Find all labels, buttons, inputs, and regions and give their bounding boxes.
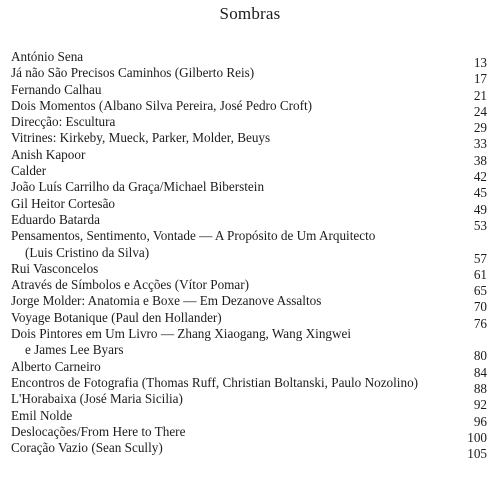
toc-entry [11, 277, 487, 299]
toc-page-number: 17 [473, 71, 487, 87]
toc-entry-title: Dois Pintores em Um Livro — Zhang Xiaogang, Wang Xingwei [11, 326, 352, 342]
toc-entry-title: Emil Nolde [11, 407, 73, 423]
toc-page-number: 53 [473, 217, 487, 233]
toc-page-number: 49 [473, 201, 487, 217]
toc-entry [11, 195, 487, 217]
toc-entry [11, 146, 487, 168]
toc-page-number: 100 [467, 429, 487, 445]
toc-page-number: 76 [473, 315, 487, 331]
toc-entry [11, 49, 487, 70]
toc-page-number: 84 [473, 364, 487, 380]
toc-page-number: 33 [473, 136, 487, 152]
toc-page-number: 105 [467, 446, 487, 462]
toc-entry-title: António Sena [11, 49, 84, 64]
toc-entry-title: Dois Momentos (Albano Silva Pereira, José Pedro Croft) [11, 97, 313, 113]
toc-entry-title: Rui Vasconcelos [11, 260, 99, 276]
toc-entry-title: Coração Vazio (Sean Scully) [11, 440, 163, 456]
toc-entry [11, 293, 487, 315]
toc-entry [11, 163, 487, 185]
toc-page-number: 80 [473, 348, 487, 364]
toc-entry [11, 358, 487, 380]
toc-entry-title: Jorge Molder: Anatomia e Boxe — Em Dezanove Assaltos [11, 293, 322, 309]
toc-entry [11, 228, 487, 266]
toc-page-number: 38 [473, 152, 487, 168]
toc-entry [11, 423, 487, 445]
toc-entry [11, 130, 487, 152]
toc-entry-title: Pensamentos, Sentimento, Vontade — A Propósito de Um Arquitecto [11, 228, 376, 244]
toc-entry [11, 65, 487, 87]
toc-entry-title: Gil Heitor Cortesão [11, 195, 116, 211]
toc-page-number: 96 [473, 413, 487, 429]
toc-entry-title: Eduardo Batarda [11, 211, 100, 227]
toc-entry [11, 407, 487, 429]
toc-entry-title: Direcção: Escultura [11, 114, 116, 130]
table-of-contents [11, 49, 487, 462]
toc-page-number: 88 [473, 380, 487, 396]
toc-entry [11, 440, 487, 462]
toc-entry [11, 326, 487, 364]
toc-page-number: 13 [473, 55, 487, 70]
toc-entry [11, 81, 487, 103]
toc-entry-title: Fernando Calhau [11, 81, 102, 97]
toc-entry [11, 179, 487, 201]
toc-entry-title: João Luís Carrilho da Graça/Michael Biberstein [11, 179, 265, 195]
toc-entry-title: Anish Kapoor [11, 146, 86, 162]
toc-page-number: 92 [473, 397, 487, 413]
toc-page-number: 65 [473, 283, 487, 299]
toc-page-number: 70 [473, 299, 487, 315]
toc-entry [11, 97, 487, 119]
toc-page-number: 21 [473, 87, 487, 103]
toc-entry-title-continued: e James Lee Byars [25, 342, 124, 358]
toc-entry [11, 374, 487, 396]
toc-entry-title: Vitrines: Kirkeby, Mueck, Parker, Molder, Beuys [11, 130, 271, 146]
toc-page-number: 29 [473, 120, 487, 136]
toc-entry-title: Alberto Carneiro [11, 358, 101, 374]
toc-entry-title: Através de Símbolos e Acções (Vítor Pomar) [11, 277, 250, 293]
toc-entry [11, 309, 487, 331]
toc-page-number: 45 [473, 185, 487, 201]
toc-entry-title: Já não São Precisos Caminhos (Gilberto Reis) [11, 65, 255, 81]
toc-entry-title: Calder [11, 163, 47, 179]
toc-entry [11, 114, 487, 136]
toc-page-number: 24 [473, 103, 487, 119]
toc-entry-title-continued: (Luis Cristino da Silva) [25, 244, 150, 260]
toc-page-number: 42 [473, 169, 487, 185]
toc-entry-title: Encontros de Fotografia (Thomas Ruff, Christian Boltanski, Paulo Nozolino) [11, 374, 419, 390]
toc-page-number: 61 [473, 266, 487, 282]
page-title: Sombras [219, 4, 281, 23]
toc-entry [11, 211, 487, 233]
toc-entry-title: L'Horabaixa (José Maria Sicilia) [11, 391, 183, 407]
toc-entry [11, 391, 487, 413]
toc-page-number: 57 [473, 250, 487, 266]
toc-entry-title: Deslocações/From Here to There [11, 423, 186, 439]
toc-entry-title: Voyage Botanique (Paul den Hollander) [11, 309, 222, 325]
toc-entry [11, 260, 487, 282]
